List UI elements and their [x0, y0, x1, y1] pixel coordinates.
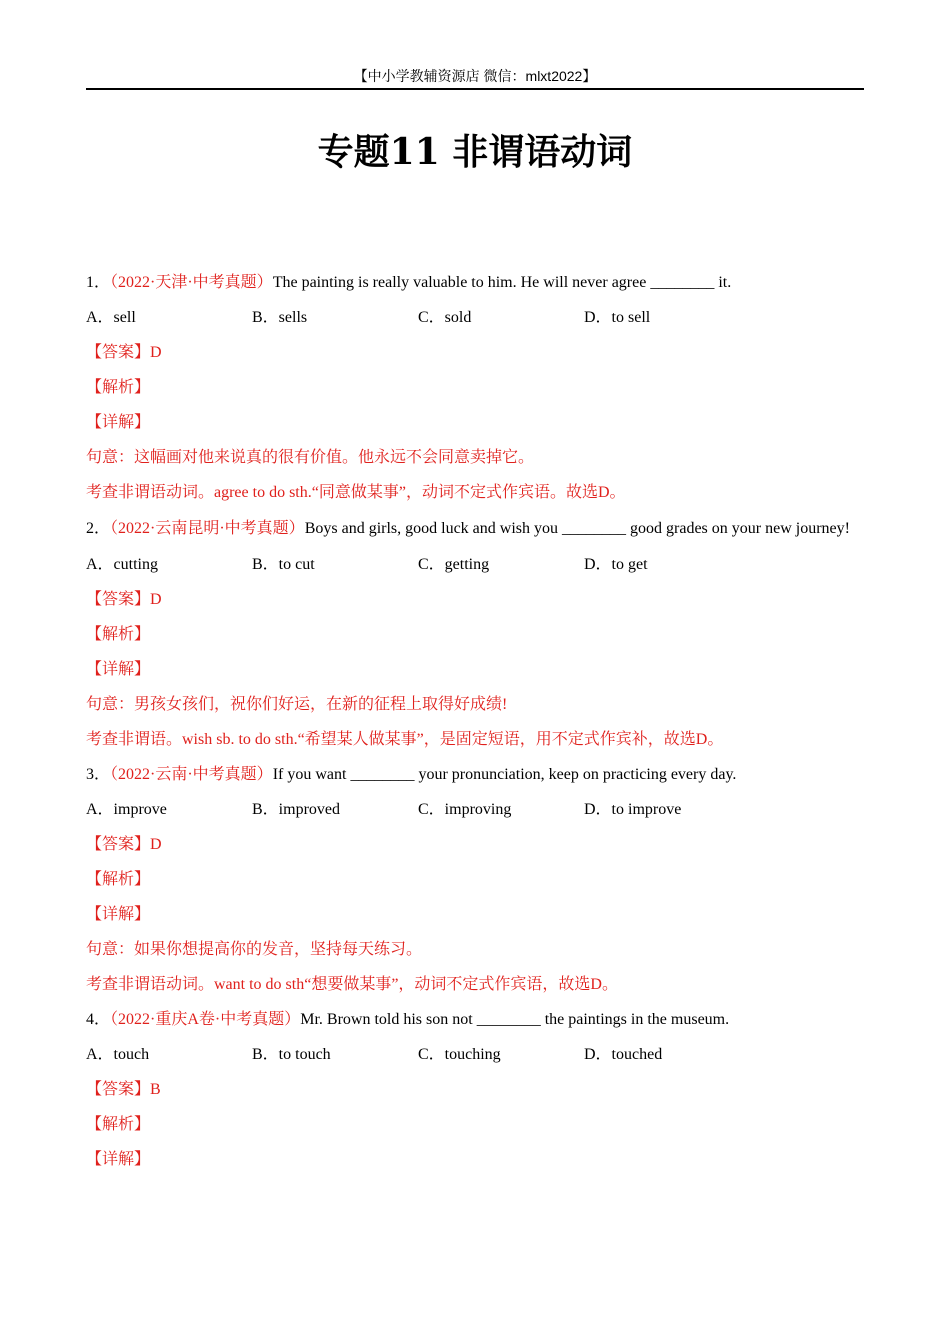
question-text: Boys and girls, good luck and wish you ________ good grades on your new journey! [304, 520, 850, 537]
question-number: 3． [86, 766, 111, 783]
sentence-meaning: 句意：这幅画对他来说真的很有价值。他永远不会同意卖掉它。 [86, 449, 535, 466]
question-stem [86, 265, 866, 300]
detail-label: 【详解】 [86, 661, 151, 678]
question-stem [86, 757, 866, 792]
analysis-label: 【解析】 [86, 626, 151, 643]
detail-label: 【详解】 [86, 414, 151, 431]
question-text: If you want ________ your pronunciation, keep on practicing every day. [272, 766, 737, 783]
answer-label: 【答案】 [86, 591, 151, 608]
options-row [86, 300, 866, 335]
answer-label: 【答案】 [86, 836, 151, 853]
question-number: 2． [86, 520, 111, 537]
option-d: D．touched [584, 1046, 663, 1063]
answer-value: B [150, 1081, 161, 1098]
answer-line [86, 827, 866, 862]
page-title: 专题11 非谓语动词 [317, 131, 633, 173]
question-source: （2022·云南昆明·中考真题） [110, 520, 305, 537]
analysis-label: 【解析】 [86, 1116, 151, 1133]
question-source: （2022·云南·中考真题） [110, 766, 273, 783]
options-row [86, 1037, 866, 1072]
sentence-meaning: 句意：如果你想提高你的发音，坚持每天练习。 [86, 941, 423, 958]
answer-value: D [150, 591, 162, 608]
option-a: A．sell [86, 309, 136, 326]
question-2 [86, 510, 866, 757]
question-source: （2022·重庆A卷·中考真题） [110, 1011, 301, 1028]
question-list [86, 265, 866, 1177]
page-header: 【中小学教辅资源店 微信：mlxt2022】 [86, 66, 864, 90]
option-a: A．improve [86, 801, 167, 818]
question-number: 1． [86, 274, 111, 291]
option-a: A．touch [86, 1046, 150, 1063]
option-b: B．improved [252, 801, 340, 818]
analysis-label: 【解析】 [86, 379, 151, 396]
question-4 [86, 1002, 866, 1177]
options-row [86, 547, 866, 582]
question-stem [86, 510, 866, 547]
question-stem [86, 1002, 866, 1037]
option-b: B．to touch [252, 1046, 331, 1063]
option-b: B．sells [252, 309, 308, 326]
question-text: The painting is really valuable to him. He will never agree ________ it. [272, 274, 732, 291]
explanation: 考查非谓语。wish sb. to do sth.“希望某人做某事”，是固定短语，用不定式作宾补，故选D。 [86, 731, 724, 748]
question-1 [86, 265, 866, 510]
answer-line [86, 335, 866, 370]
question-3 [86, 757, 866, 1002]
option-d: D．to get [584, 556, 648, 573]
question-number: 4． [86, 1011, 111, 1028]
answer-label: 【答案】 [86, 344, 151, 361]
option-a: A．cutting [86, 556, 158, 573]
answer-line [86, 582, 866, 617]
option-c: C．improving [418, 801, 512, 818]
option-c: C．getting [418, 556, 490, 573]
option-d: D．to improve [584, 801, 682, 818]
options-row [86, 792, 866, 827]
answer-label: 【答案】 [86, 1081, 151, 1098]
detail-label: 【详解】 [86, 906, 151, 923]
question-source: （2022·天津·中考真题） [110, 274, 273, 291]
option-d: D．to sell [584, 309, 651, 326]
question-text: Mr. Brown told his son not ________ the paintings in the museum. [300, 1011, 730, 1028]
detail-label: 【详解】 [86, 1151, 151, 1168]
option-c: C．touching [418, 1046, 501, 1063]
explanation: 考查非谓语动词。agree to do sth.“同意做某事”，动词不定式作宾语。故选D。 [86, 484, 626, 501]
sentence-meaning: 句意：男孩女孩们，祝你们好运，在新的征程上取得好成绩! [86, 696, 508, 713]
answer-value: D [150, 344, 162, 361]
analysis-label: 【解析】 [86, 871, 151, 888]
explanation: 考查非谓语动词。want to do sth“想要做某事”，动词不定式作宾语，故选D。 [86, 976, 618, 993]
answer-line [86, 1072, 866, 1107]
option-c: C．sold [418, 309, 472, 326]
answer-value: D [150, 836, 162, 853]
option-b: B．to cut [252, 556, 315, 573]
